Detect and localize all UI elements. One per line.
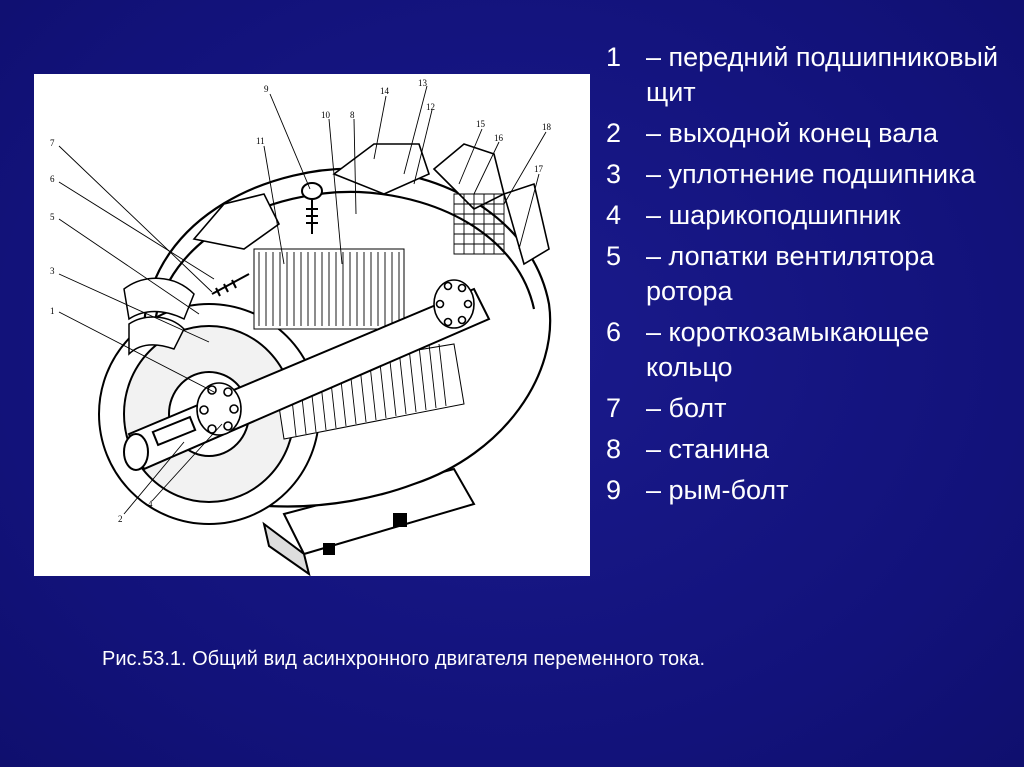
legend-item bbox=[606, 391, 1016, 426]
callout-14: 14 bbox=[380, 86, 389, 96]
legend-text: – болт bbox=[646, 393, 727, 423]
callout-2: 2 bbox=[118, 514, 123, 524]
legend-item bbox=[606, 473, 1016, 508]
legend-item bbox=[606, 315, 1016, 385]
callout-5: 5 bbox=[50, 212, 55, 222]
legend-number: 2 bbox=[606, 118, 622, 148]
callout-8: 8 bbox=[350, 110, 355, 120]
callout-12: 12 bbox=[426, 102, 435, 112]
callout-17: 17 bbox=[534, 164, 543, 174]
legend-text: – передний подшипниковый щит bbox=[646, 42, 999, 107]
callout-4: 4 bbox=[148, 499, 153, 509]
legend-item bbox=[606, 198, 1016, 233]
legend-item bbox=[606, 157, 1016, 192]
figure-caption: Рис.53.1. Общий вид асинхронного двигателя переменного тока. bbox=[102, 648, 706, 670]
motor-cutaway-figure bbox=[34, 74, 590, 576]
legend-item bbox=[606, 239, 1016, 309]
callout-10: 10 bbox=[321, 110, 330, 120]
legend-text: – лопатки вентилятора ротора bbox=[646, 241, 935, 306]
callout-13: 13 bbox=[418, 78, 427, 88]
legend-item bbox=[606, 116, 1016, 151]
callout-16: 16 bbox=[494, 133, 503, 143]
legend-number: 7 bbox=[606, 393, 622, 423]
callout-11: 11 bbox=[256, 136, 265, 146]
legend-text: – короткозамыкающее кольцо bbox=[646, 317, 930, 382]
legend-number: 9 bbox=[606, 475, 622, 505]
callout-9: 9 bbox=[264, 84, 269, 94]
callout-15: 15 bbox=[476, 119, 485, 129]
legend-item bbox=[606, 432, 1016, 467]
callout-18: 18 bbox=[542, 122, 551, 132]
legend-number: 3 bbox=[606, 159, 622, 189]
legend-text: – выходной конец вала bbox=[646, 118, 939, 148]
motor-cutaway-drawing bbox=[34, 74, 590, 576]
legend-item bbox=[606, 40, 1016, 110]
callout-7: 7 bbox=[50, 138, 55, 148]
stator-core bbox=[254, 249, 404, 329]
callout-1: 1 bbox=[50, 306, 55, 316]
parts-legend bbox=[606, 40, 1016, 514]
legend-text: – рым-болт bbox=[646, 475, 789, 505]
callout-3: 3 bbox=[50, 266, 55, 276]
callout-6: 6 bbox=[50, 174, 55, 184]
legend-number: 8 bbox=[606, 434, 622, 464]
legend-number: 6 bbox=[606, 317, 622, 347]
legend-text: – станина bbox=[646, 434, 770, 464]
legend-text: – уплотнение подшипника bbox=[646, 159, 976, 189]
legend-number: 5 bbox=[606, 241, 622, 271]
legend-number: 1 bbox=[606, 42, 622, 72]
legend-text: – шарикоподшипник bbox=[646, 200, 901, 230]
legend-number: 4 bbox=[606, 200, 622, 230]
rear-bearing bbox=[434, 280, 474, 328]
